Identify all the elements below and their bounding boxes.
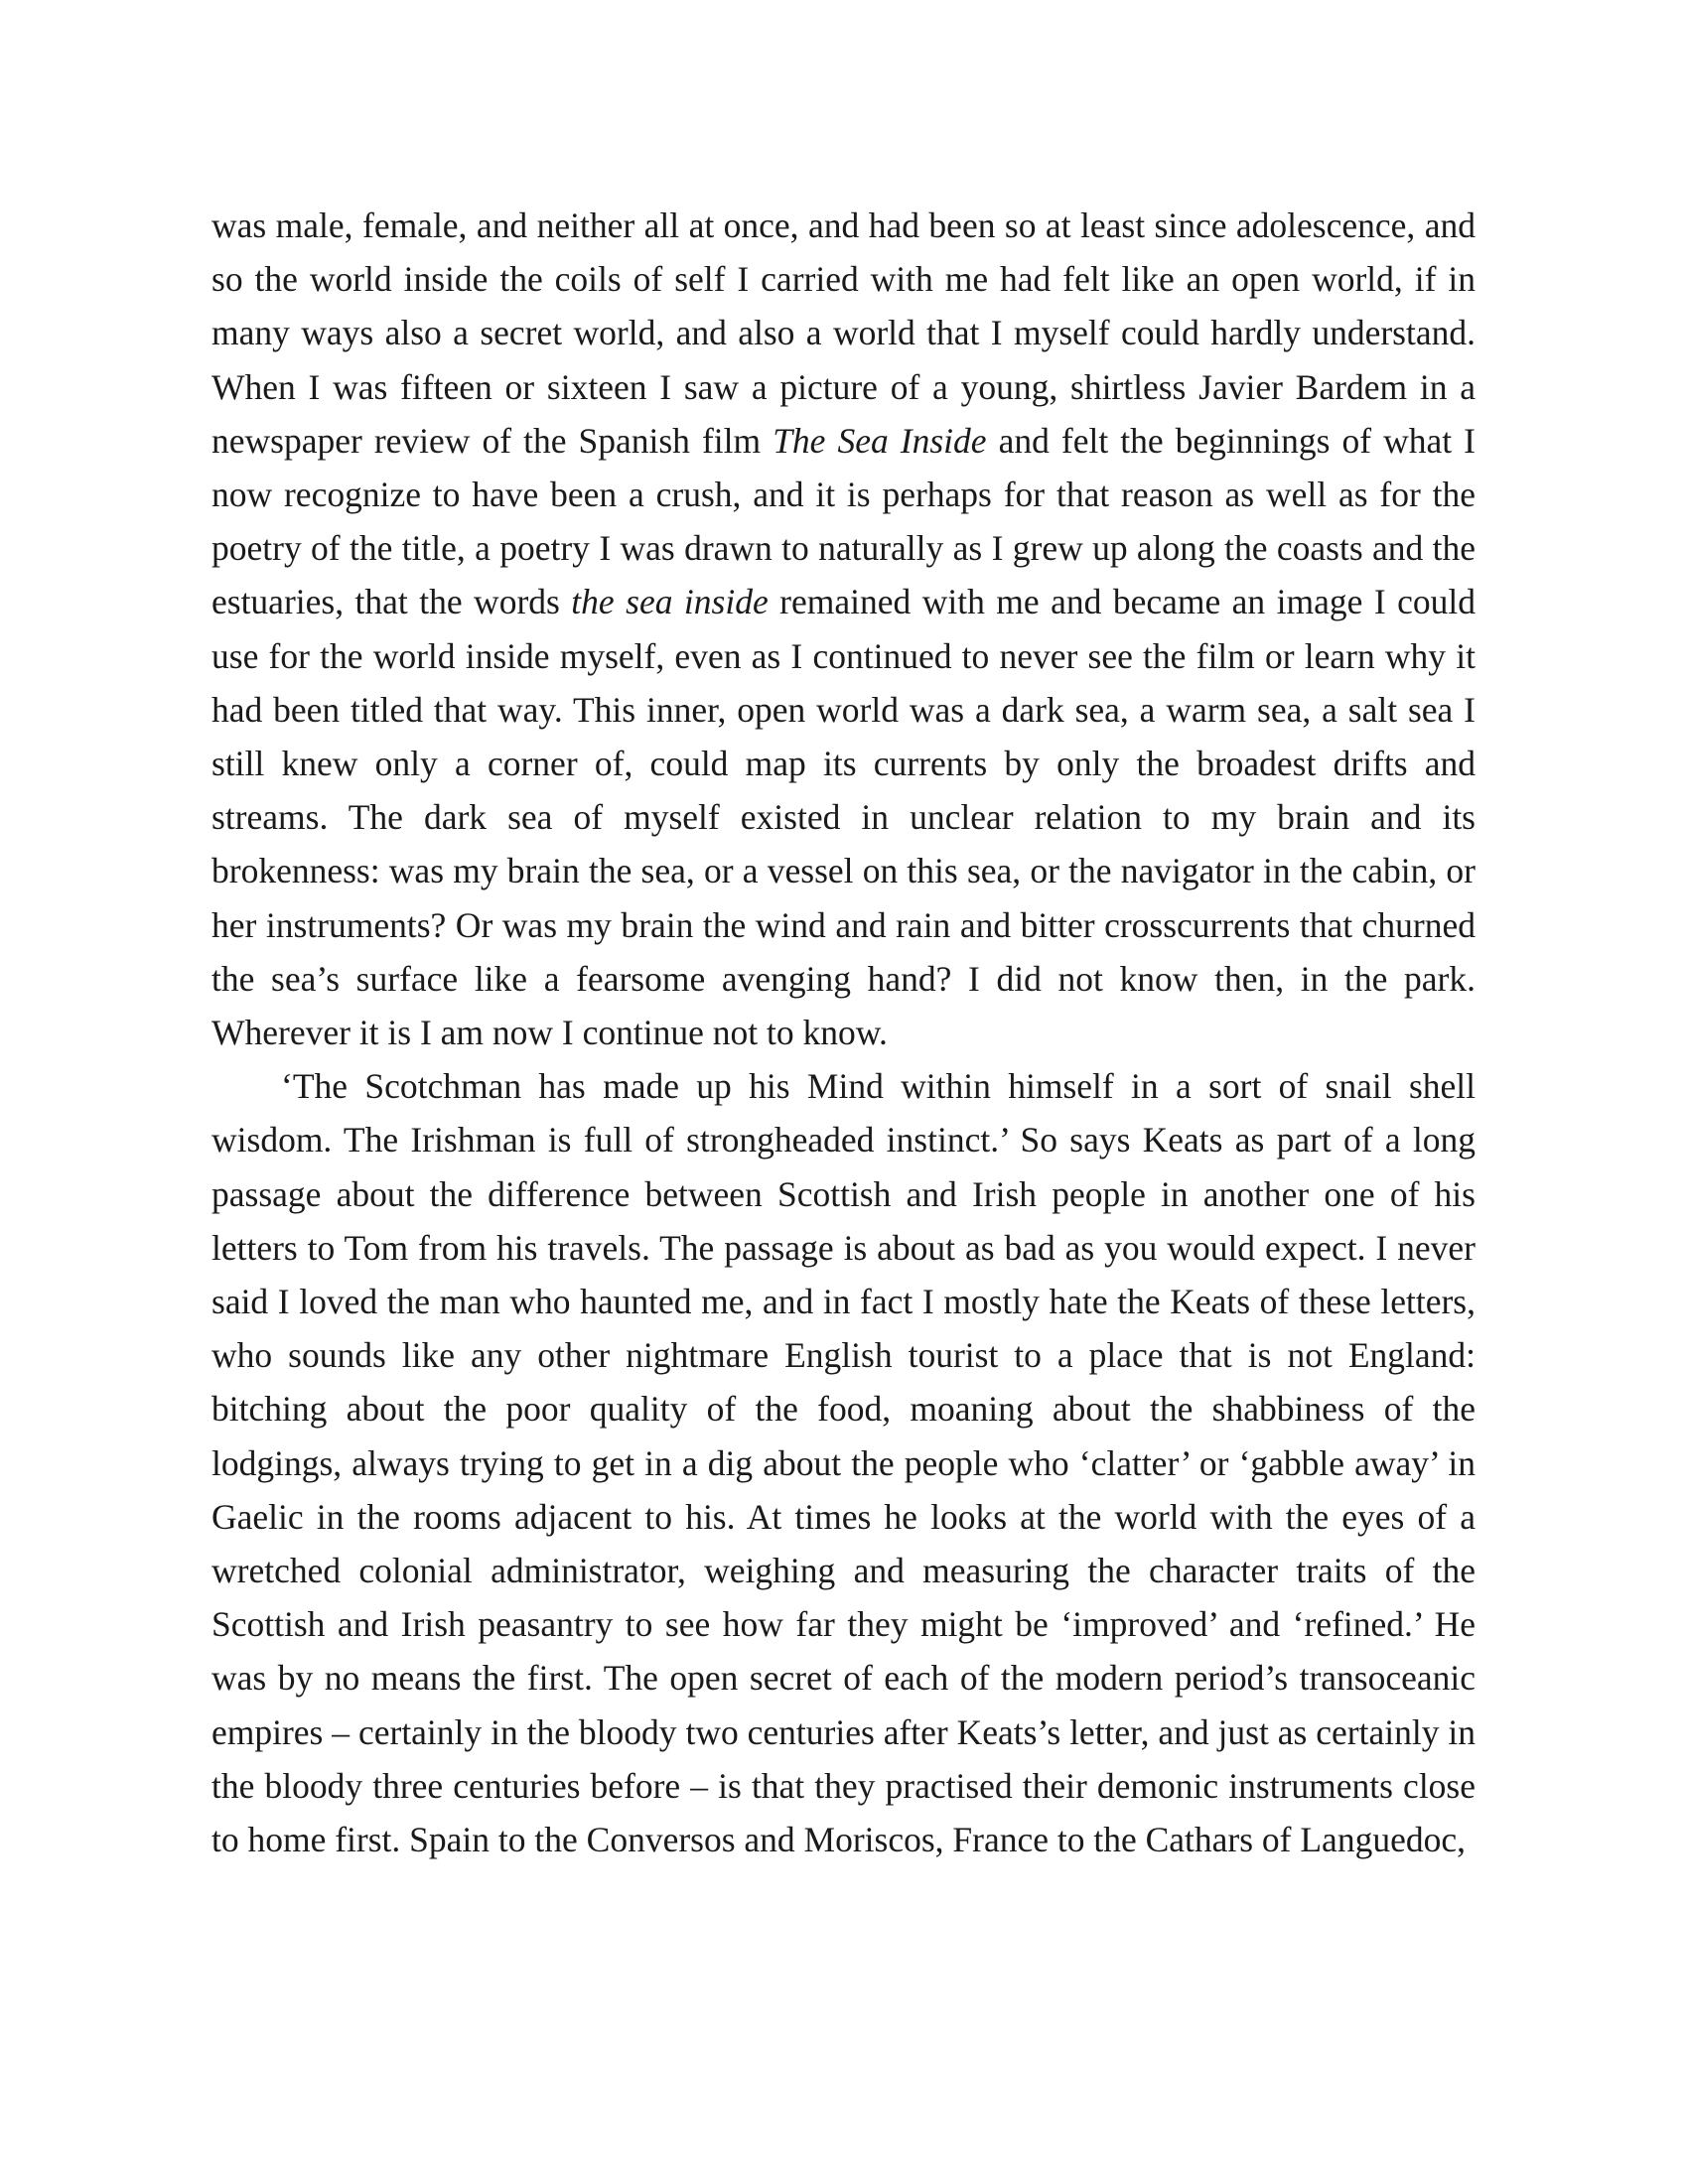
paragraph-1 [211,199,1476,1059]
paragraph-2-text: ‘The Scotchman has made up his Mind within himself in a sort of snail shell wisdom. The Irishman is full of strongheaded instinct.’ So says Keats as part of a long passage about the difference between Scottish and Irish people in another one of his letters to Tom from his travels. The passage is about as bad as you would expect. I never said I loved the man who haunted me, and in fact I mostly hate the Keats of these letters, who sounds like any other nightmare English tourist to a place that is not England: bitching about the poor quality of the food, moaning about the shabbiness of the lodgings, always trying to get in a dig about the people who ‘clatter’ or ‘gabble away’ in Gaelic in the rooms adjacent to his. At times he looks at the world with the eyes of a wretched colonial administrator, weighing and measuring the character traits of the Scottish and Irish peasantry to see how far they might be ‘improved’ and ‘refined.’ He was by no means the first. The open secret of each of the modern period’s transoceanic empires – certainly in the bloody two centuries after Keats’s letter, and just as certainly in the bloody three centuries before – is that they practised their demonic instruments close to home first. Spain to the Conversos and Moriscos, France to the Cathars of Languedoc, [211,1066,1476,1860]
film-title: The Sea Inside [773,420,987,461]
paragraph-1-text-3: remained with me and became an image I could use for the world inside myself, even as I continued to never see the film or learn why it had been titled that way. This inner, open world was a dark sea, a warm sea, a salt sea I still knew only a corner of, could map its currents by only the broadest drifts and streams. The dark sea of myself existed in unclear relation to my brain and its brokenness: was my brain the sea, or a vessel on this sea, or the navigator in the cabin, or her instruments? Or was my brain the wind and rain and bitter crosscurrents that churned the sea’s surface like a fearsome avenging hand? I did not know then, in the park. Wherever it is I am now I continue not to know. [211,582,1476,1053]
body-text [211,199,1476,1866]
paragraph-1-text-2: and felt the beginnings of what I now recognize to have been a crush, and it is perhaps for that reason as well as for the poetry of the title, a poetry I was drawn to naturally as I grew up along the coasts and the estuaries, that the words [211,420,1476,622]
italic-phrase: the sea inside [571,582,769,622]
paragraph-1-text-1: was male, female, and neither all at once, and had been so at least since adolescence, and so the world inside the coils of self I carried with me had felt like an open world, if in many ways also a secret world, and also a world that I myself could hardly understand. When I was fifteen or sixteen I saw a picture of a young, shirtless Javier Bardem in a newspaper review of the Spanish film [211,205,1476,461]
paragraph-2 [211,1059,1476,1866]
